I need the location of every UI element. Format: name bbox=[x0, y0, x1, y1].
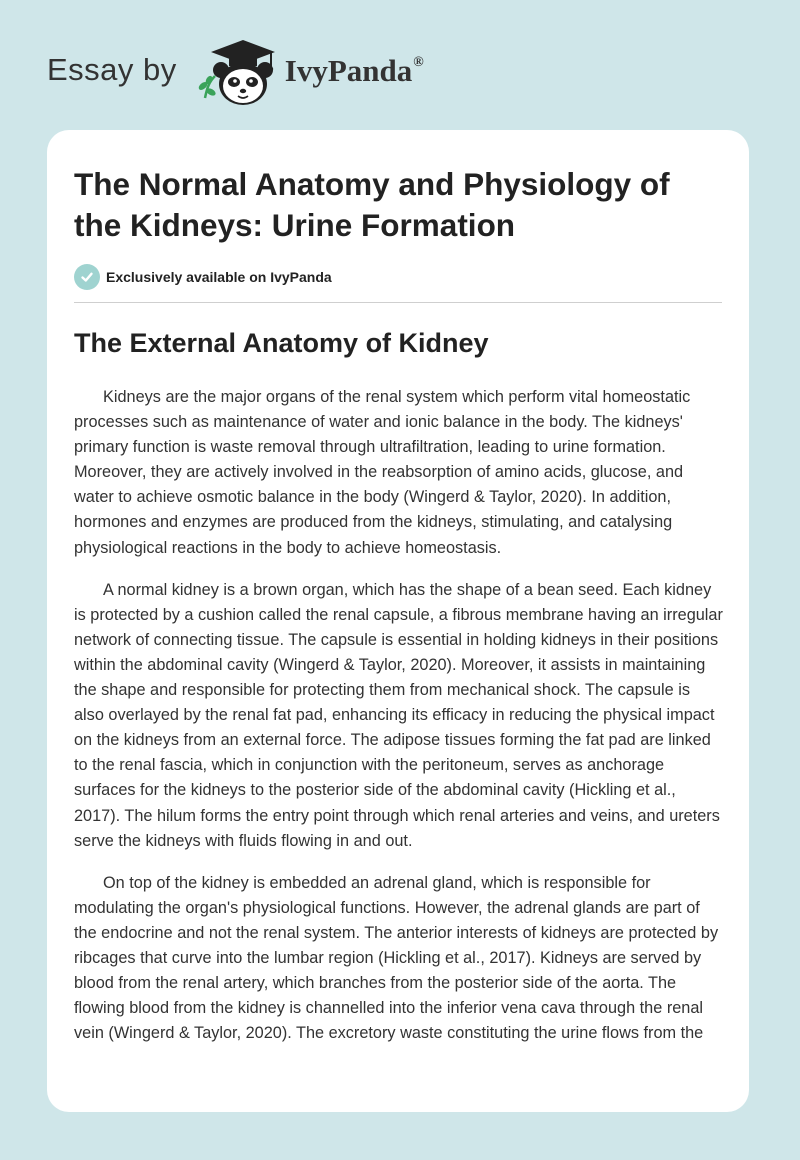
paragraph: A normal kidney is a brown organ, which has the shape of a bean seed. Each kidney is protected by a cushion called the renal capsule, a fibrous membrane having an irregular network of connecting tissue. The capsule is essential in holding kidneys in their positions within the abdominal cavity (Wingerd & Taylor, 2020). Moreover, it assists in maintaining the shape and responsible for protecting them from mechanical shock. The capsule is also overlayed by the renal fat pad, enhancing its efficacy in reducing the physical impact on the kidneys from an external force. The adipose tissues forming the fat pad are linked to the renal fascia, which in conjunction with the peritoneum, serves as anchorage surfaces for the kidneys to the posterior side of the abdominal cavity (Hickling et al., 2017). The hilum forms the entry point through which renal arteries and veins, and ureters serve the kidneys with fluids flowing in and out. bbox=[74, 580, 723, 850]
brand-text: IvyPanda bbox=[284, 53, 413, 88]
page-title: The Normal Anatomy and Physiology of the Kidneys: Urine Formation bbox=[74, 166, 670, 243]
paragraph: Kidneys are the major organs of the renal system which perform vital homeostatic processes such as maintenance of water and ionic balance in the body. The kidneys' primary function is waste removal through ultrafiltration, leading to urine formation. Moreover, they are actively involved in the reabsorption of amino acids, glucose, and water to achieve osmotic balance in the body (Wingerd & Taylor, 2020). In addition, hormones and enzymes are produced from the kidneys, stimulating, and catalysing physiological reactions in the body to achieve homeostasis. bbox=[74, 388, 691, 557]
badge-label: Exclusively available on IvyPanda bbox=[106, 269, 332, 285]
registered-mark: ® bbox=[413, 55, 424, 70]
check-circle-icon bbox=[74, 264, 100, 290]
site-header bbox=[47, 36, 547, 108]
essay-card bbox=[47, 130, 749, 1112]
exclusive-badge bbox=[74, 264, 332, 290]
essay-by-label: Essay by bbox=[47, 52, 177, 87]
panda-logo-icon[interactable] bbox=[191, 36, 281, 108]
brand-name[interactable] bbox=[285, 53, 424, 89]
article-body bbox=[74, 385, 724, 1063]
divider bbox=[74, 302, 722, 303]
paragraph: On top of the kidney is embedded an adrenal gland, which is responsible for modulating the organ's physiological functions. However, the adrenal glands are part of the endocrine and not the renal system. The anterior interests of kidneys are protected by ribcages that curve into the lumbar region (Hickling et al., 2017). Kidneys are served by blood from the renal artery, which branches from the posterior side of the aorta. The flowing blood from the kidney is channelled into the inferior vena cava through the renal vein (Wingerd & Taylor, 2020). The excretory waste constituting the urine flows from the bbox=[74, 873, 719, 1043]
section-heading: The External Anatomy of Kidney bbox=[74, 328, 489, 358]
